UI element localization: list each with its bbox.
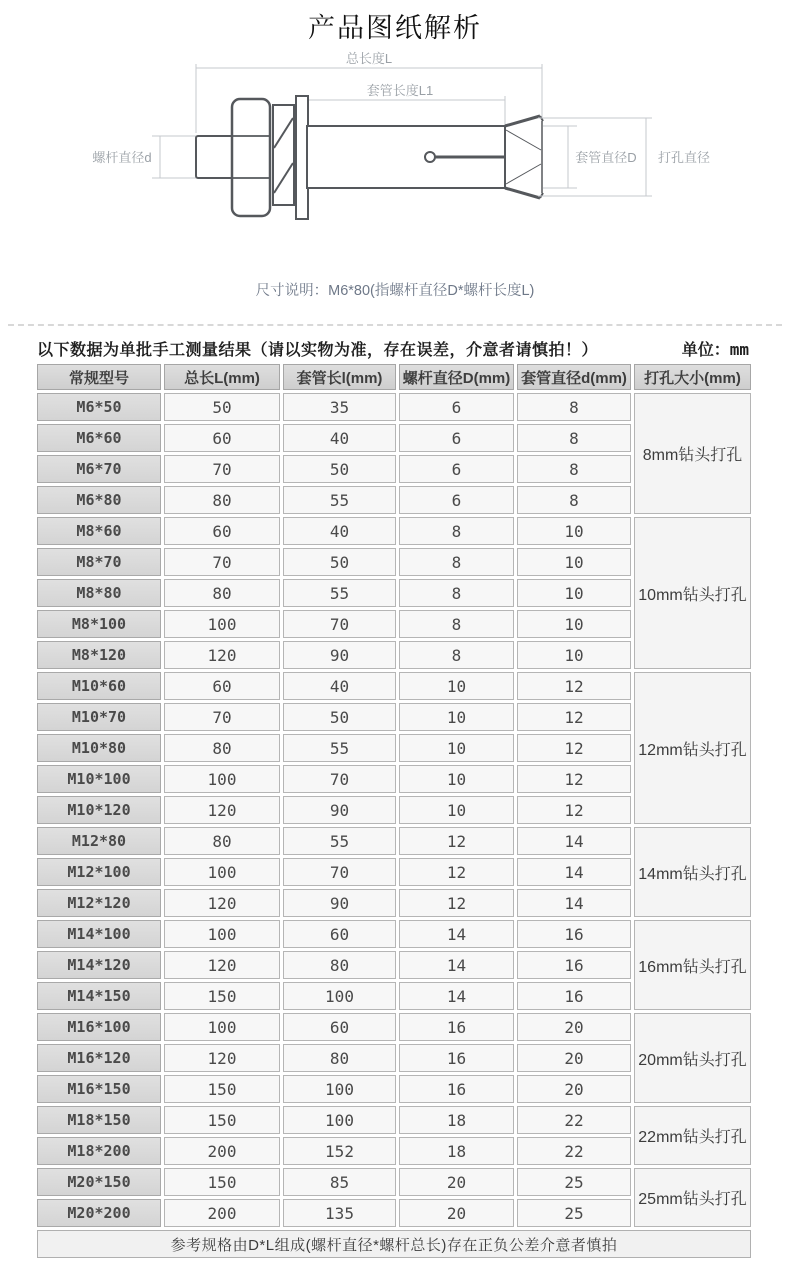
value-cell: 20 (517, 1044, 631, 1072)
value-cell: 150 (164, 1075, 280, 1103)
table-header-row (37, 364, 751, 390)
value-cell: 20 (517, 1013, 631, 1041)
product-diagram (0, 48, 790, 278)
value-cell: 8 (517, 393, 631, 421)
value-cell: 150 (164, 982, 280, 1010)
model-cell: M8*80 (37, 579, 161, 607)
value-cell: 70 (283, 858, 396, 886)
value-cell: 55 (283, 827, 396, 855)
value-cell: 90 (283, 889, 396, 917)
screw-diameter-label: 螺杆直径d (92, 150, 152, 165)
value-cell: 80 (164, 579, 280, 607)
expansion-bolt-drawing (0, 48, 790, 278)
header-sleeve-length: 套管长l(mm) (283, 364, 396, 390)
model-cell: M10*70 (37, 703, 161, 731)
value-cell: 200 (164, 1137, 280, 1165)
table-row (37, 1013, 751, 1041)
value-cell: 8 (517, 486, 631, 514)
value-cell: 14 (399, 982, 514, 1010)
value-cell: 70 (164, 455, 280, 483)
value-cell: 6 (399, 393, 514, 421)
model-cell: M12*80 (37, 827, 161, 855)
value-cell: 14 (517, 889, 631, 917)
value-cell: 40 (283, 672, 396, 700)
value-cell: 90 (283, 796, 396, 824)
model-cell: M18*200 (37, 1137, 161, 1165)
value-cell: 16 (517, 951, 631, 979)
sleeve-diameter-dimension (543, 126, 577, 188)
value-cell: 14 (517, 827, 631, 855)
unit-label: 单位：mm (681, 340, 749, 359)
model-cell: M10*80 (37, 734, 161, 762)
table-row (37, 393, 751, 421)
value-cell: 50 (283, 703, 396, 731)
value-cell: 90 (283, 641, 396, 669)
model-cell: M6*80 (37, 486, 161, 514)
value-cell: 12 (517, 672, 631, 700)
value-cell: 10 (399, 734, 514, 762)
value-cell: 70 (164, 703, 280, 731)
value-cell: 6 (399, 486, 514, 514)
drill-size-cell: 8mm钻头打孔 (634, 393, 751, 514)
header-total-length: 总长L(mm) (164, 364, 280, 390)
value-cell: 22 (517, 1106, 631, 1134)
value-cell: 20 (399, 1168, 514, 1196)
model-cell: M8*60 (37, 517, 161, 545)
value-cell: 8 (517, 424, 631, 452)
table-row (37, 827, 751, 855)
value-cell: 35 (283, 393, 396, 421)
header-sleeve-diameter: 套管直径d(mm) (517, 364, 631, 390)
value-cell: 8 (399, 548, 514, 576)
model-cell: M14*100 (37, 920, 161, 948)
model-cell: M10*60 (37, 672, 161, 700)
value-cell: 55 (283, 486, 396, 514)
table-row (37, 672, 751, 700)
dashed-divider (8, 324, 782, 326)
model-cell: M16*100 (37, 1013, 161, 1041)
drill-diameter-label: 打孔直径 (657, 150, 711, 165)
drill-size-cell: 14mm钻头打孔 (634, 827, 751, 917)
value-cell: 120 (164, 641, 280, 669)
value-cell: 16 (399, 1075, 514, 1103)
screw-diameter-dimension (152, 136, 196, 178)
model-cell: M14*120 (37, 951, 161, 979)
value-cell: 60 (164, 672, 280, 700)
measurement-note: 以下数据为单批手工测量结果（请以实物为准，存在误差，介意者请慎拍！） (37, 342, 599, 359)
value-cell: 100 (283, 1106, 396, 1134)
hex-nut (232, 99, 270, 216)
value-cell: 100 (164, 610, 280, 638)
value-cell: 12 (399, 858, 514, 886)
drill-size-cell: 16mm钻头打孔 (634, 920, 751, 1010)
model-cell: M10*100 (37, 765, 161, 793)
value-cell: 14 (399, 920, 514, 948)
value-cell: 100 (283, 1075, 396, 1103)
value-cell: 70 (283, 765, 396, 793)
value-cell: 8 (399, 517, 514, 545)
value-cell: 55 (283, 734, 396, 762)
value-cell: 14 (517, 858, 631, 886)
value-cell: 12 (517, 734, 631, 762)
value-cell: 55 (283, 579, 396, 607)
value-cell: 25 (517, 1199, 631, 1227)
value-cell: 85 (283, 1168, 396, 1196)
sleeve-diameter-label: 套管直径D (575, 150, 637, 165)
value-cell: 22 (517, 1137, 631, 1165)
value-cell: 20 (517, 1075, 631, 1103)
value-cell: 18 (399, 1137, 514, 1165)
value-cell: 80 (283, 951, 396, 979)
value-cell: 14 (399, 951, 514, 979)
value-cell: 6 (399, 455, 514, 483)
size-caption: 尺寸说明：M6*80(指螺杆直径D*螺杆长度L) (255, 283, 535, 299)
value-cell: 8 (399, 641, 514, 669)
value-cell: 152 (283, 1137, 396, 1165)
model-cell: M6*50 (37, 393, 161, 421)
value-cell: 40 (283, 517, 396, 545)
value-cell: 8 (517, 455, 631, 483)
value-cell: 20 (399, 1199, 514, 1227)
value-cell: 8 (399, 610, 514, 638)
sleeve-slot-end-hole (425, 152, 435, 162)
value-cell: 16 (517, 982, 631, 1010)
value-cell: 12 (517, 703, 631, 731)
header-screw-diameter: 螺杆直径D(mm) (399, 364, 514, 390)
header-drill-size: 打孔大小(mm) (634, 364, 751, 390)
value-cell: 120 (164, 796, 280, 824)
value-cell: 120 (164, 1044, 280, 1072)
value-cell: 100 (164, 765, 280, 793)
value-cell: 8 (399, 579, 514, 607)
drill-size-cell: 12mm钻头打孔 (634, 672, 751, 824)
drill-size-cell: 10mm钻头打孔 (634, 517, 751, 669)
bolt-body (196, 96, 543, 219)
value-cell: 10 (517, 641, 631, 669)
value-cell: 10 (399, 796, 514, 824)
model-cell: M20*150 (37, 1168, 161, 1196)
value-cell: 18 (399, 1106, 514, 1134)
value-cell: 6 (399, 424, 514, 452)
table-row (37, 920, 751, 948)
value-cell: 120 (164, 951, 280, 979)
value-cell: 12 (517, 765, 631, 793)
value-cell: 150 (164, 1168, 280, 1196)
threaded-stub (196, 136, 234, 178)
model-cell: M20*200 (37, 1199, 161, 1227)
value-cell: 16 (399, 1013, 514, 1041)
spec-table (34, 361, 754, 1261)
header-model: 常规型号 (37, 364, 161, 390)
value-cell: 80 (283, 1044, 396, 1072)
value-cell: 150 (164, 1106, 280, 1134)
model-cell: M12*120 (37, 889, 161, 917)
model-cell: M6*70 (37, 455, 161, 483)
value-cell: 100 (164, 1013, 280, 1041)
drill-size-cell: 25mm钻头打孔 (634, 1168, 751, 1227)
table-footer-row (37, 1230, 751, 1258)
model-cell: M8*100 (37, 610, 161, 638)
model-cell: M6*60 (37, 424, 161, 452)
drill-size-cell: 20mm钻头打孔 (634, 1013, 751, 1103)
value-cell: 10 (399, 672, 514, 700)
value-cell: 80 (164, 486, 280, 514)
model-cell: M8*120 (37, 641, 161, 669)
value-cell: 100 (164, 920, 280, 948)
value-cell: 50 (283, 548, 396, 576)
value-cell: 10 (517, 579, 631, 607)
model-cell: M16*150 (37, 1075, 161, 1103)
value-cell: 80 (164, 734, 280, 762)
value-cell: 60 (164, 424, 280, 452)
value-cell: 10 (517, 517, 631, 545)
table-row (37, 1106, 751, 1134)
value-cell: 70 (283, 610, 396, 638)
value-cell: 10 (517, 610, 631, 638)
drill-size-cell: 22mm钻头打孔 (634, 1106, 751, 1165)
value-cell: 25 (517, 1168, 631, 1196)
note-row (37, 337, 749, 360)
model-cell: M8*70 (37, 548, 161, 576)
sleeve-length-label: 套管长度L1 (366, 83, 434, 98)
value-cell: 40 (283, 424, 396, 452)
value-cell: 12 (517, 796, 631, 824)
value-cell: 10 (399, 703, 514, 731)
expansion-cone (505, 116, 543, 198)
total-length-label: 总长度L (345, 51, 393, 66)
value-cell: 135 (283, 1199, 396, 1227)
value-cell: 100 (164, 858, 280, 886)
value-cell: 16 (517, 920, 631, 948)
table-row (37, 517, 751, 545)
value-cell: 60 (283, 920, 396, 948)
value-cell: 10 (517, 548, 631, 576)
value-cell: 60 (164, 517, 280, 545)
value-cell: 12 (399, 889, 514, 917)
value-cell: 12 (399, 827, 514, 855)
value-cell: 120 (164, 889, 280, 917)
table-footer-note: 参考规格由D*L组成(螺杆直径*螺杆总长)存在正负公差介意者慎拍 (37, 1230, 751, 1258)
sleeve-length-dimension (308, 96, 505, 126)
page-title: 产品图纸解析 (308, 13, 482, 43)
model-cell: M16*120 (37, 1044, 161, 1072)
model-cell: M18*150 (37, 1106, 161, 1134)
model-cell: M14*150 (37, 982, 161, 1010)
value-cell: 60 (283, 1013, 396, 1041)
value-cell: 80 (164, 827, 280, 855)
table-row (37, 1168, 751, 1196)
value-cell: 50 (283, 455, 396, 483)
value-cell: 10 (399, 765, 514, 793)
model-cell: M12*100 (37, 858, 161, 886)
value-cell: 16 (399, 1044, 514, 1072)
value-cell: 50 (164, 393, 280, 421)
value-cell: 200 (164, 1199, 280, 1227)
value-cell: 70 (164, 548, 280, 576)
table-body (37, 393, 751, 1227)
model-cell: M10*120 (37, 796, 161, 824)
value-cell: 100 (283, 982, 396, 1010)
